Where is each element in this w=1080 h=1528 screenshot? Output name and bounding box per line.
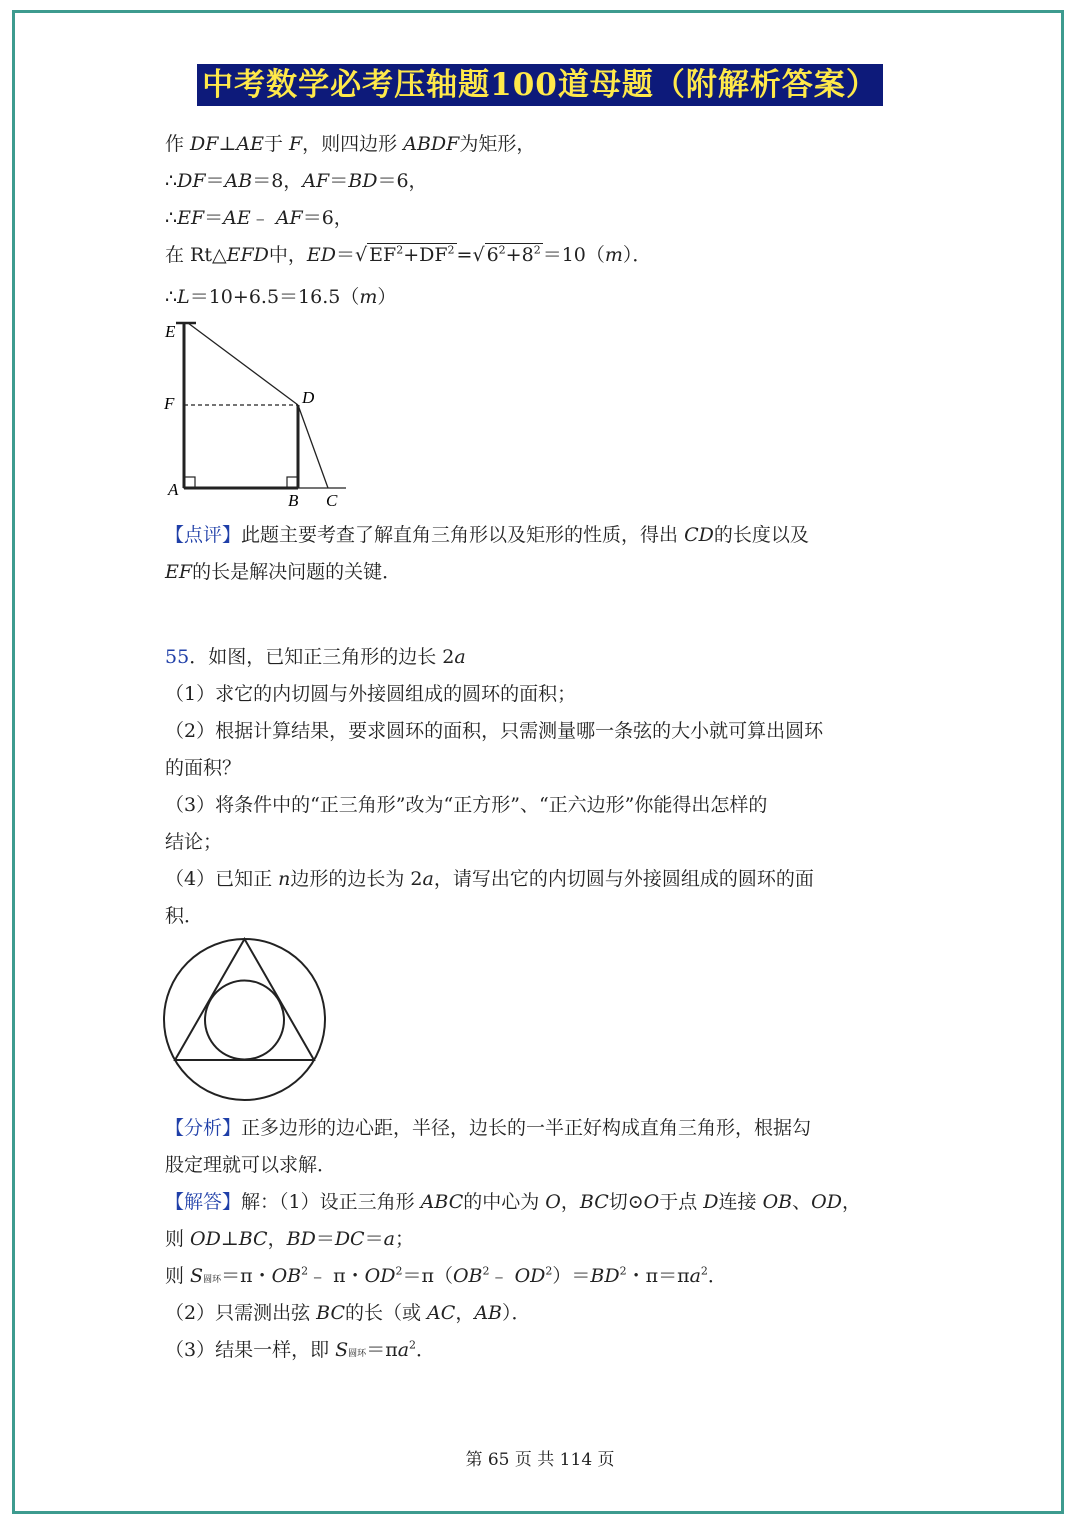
question-part-4b: 积． [165, 905, 204, 927]
solution-line-4: 在 Rt△EFD中，ED＝√ $EF^2+DF^2$ =√ $6^2+8^2 =10(m)$． [165, 243, 652, 266]
segment-ED [188, 323, 298, 405]
right-angle-A [184, 477, 195, 488]
label-E: E [165, 322, 176, 341]
sqrt-radicand-1: $EF^2+DF^2$ [369, 243, 455, 266]
solution-line-2: ∴DF＝AB＝8，AF＝BD＝6， [165, 170, 428, 192]
label-B: B [288, 491, 299, 510]
page-number-footer: 第 65 页 共 114 页 [465, 1450, 615, 1470]
comment-tag: 【点评】 [165, 524, 242, 546]
label-D: D [302, 388, 315, 407]
right-angle-B [287, 477, 298, 488]
circumscribed-circle [164, 939, 325, 1100]
equilateral-triangle [175, 939, 314, 1060]
solution-line-1: 作 DF⊥AE于 F，则四边形 ABDF为矩形， [165, 133, 536, 155]
solution-line-3: ∴EF＝AE﹣ AF＝6， [165, 207, 353, 229]
inscribed-circle [205, 981, 284, 1060]
analysis-line-1: 【分析】正多边形的边心距，半径，边长的一半正好构成直角三角形，根据勾 [165, 1117, 812, 1139]
question-part-4a: （4）已知正 n边形的边长为 2a，请写出它的内切圆与外接圆组成的圆环的面 [165, 868, 814, 890]
question-part-2b: 的面积？ [165, 757, 242, 779]
answer-line-2: 则 OD⊥BC，BD＝DC＝a； [165, 1228, 414, 1250]
question-number: 55 [165, 646, 190, 668]
circle-triangle-figure [160, 935, 332, 1107]
answer-line-5: （3）结果一样，即 S圆环$=\pi a^2$． [165, 1338, 436, 1361]
sqrt-radicand-2: $6^2+8^2$ [486, 243, 541, 266]
answer-line-1: 【解答】解：（1）设正三角形 ABC的中心为 O，BC切⊙O于点 D连接 OB、OD， [165, 1191, 861, 1213]
answer-line-4: （2）只需测出弦 BC的长（或 AC，AB）． [165, 1302, 531, 1324]
question-55-stem: 55．如图，已知正三角形的边长 2a [165, 646, 466, 668]
analysis-line-2: 股定理就可以求解． [165, 1154, 337, 1176]
comment-line-1: 【点评】此题主要考查了解直角三角形以及矩形的性质，得出 CD的长度以及 [165, 524, 809, 546]
answer-line-3: 则 S圆环＝π・$OB^2﹣$ π・$OD^2=\pi(OB^2﹣$ $OD^2)=BD^2$・$\pi=\pi a^2$． [165, 1264, 727, 1287]
answer-tag: 【解答】 [165, 1191, 242, 1213]
comment-line-2: EF的长是解决问题的关键． [165, 561, 402, 583]
question-part-2a: （2）根据计算结果，要求圆环的面积，只需测量哪一条弦的大小就可算出圆环 [165, 720, 824, 742]
analysis-tag: 【分析】 [165, 1117, 242, 1139]
label-A: A [168, 480, 179, 499]
sqrt-sign-2: √ [472, 244, 485, 266]
sqrt-sign-1: √ [355, 244, 368, 266]
solution-line-5: ∴L＝10+6.5＝16.5（m） [165, 286, 397, 308]
page-title-banner: 中考数学必考压轴题100道母题（附解析答案） [197, 64, 883, 106]
question-part-3a: （3）将条件中的“正三角形”改为“正方形”、“正六边形”你能得出怎样的 [165, 794, 768, 816]
question-part-3b: 结论； [165, 831, 223, 853]
question-part-1: （1）求它的内切圆与外接圆组成的圆环的面积； [165, 683, 577, 705]
label-F: F [164, 394, 175, 413]
segment-DC [298, 405, 328, 488]
label-C: C [326, 491, 338, 510]
rectangle-figure [160, 315, 360, 515]
